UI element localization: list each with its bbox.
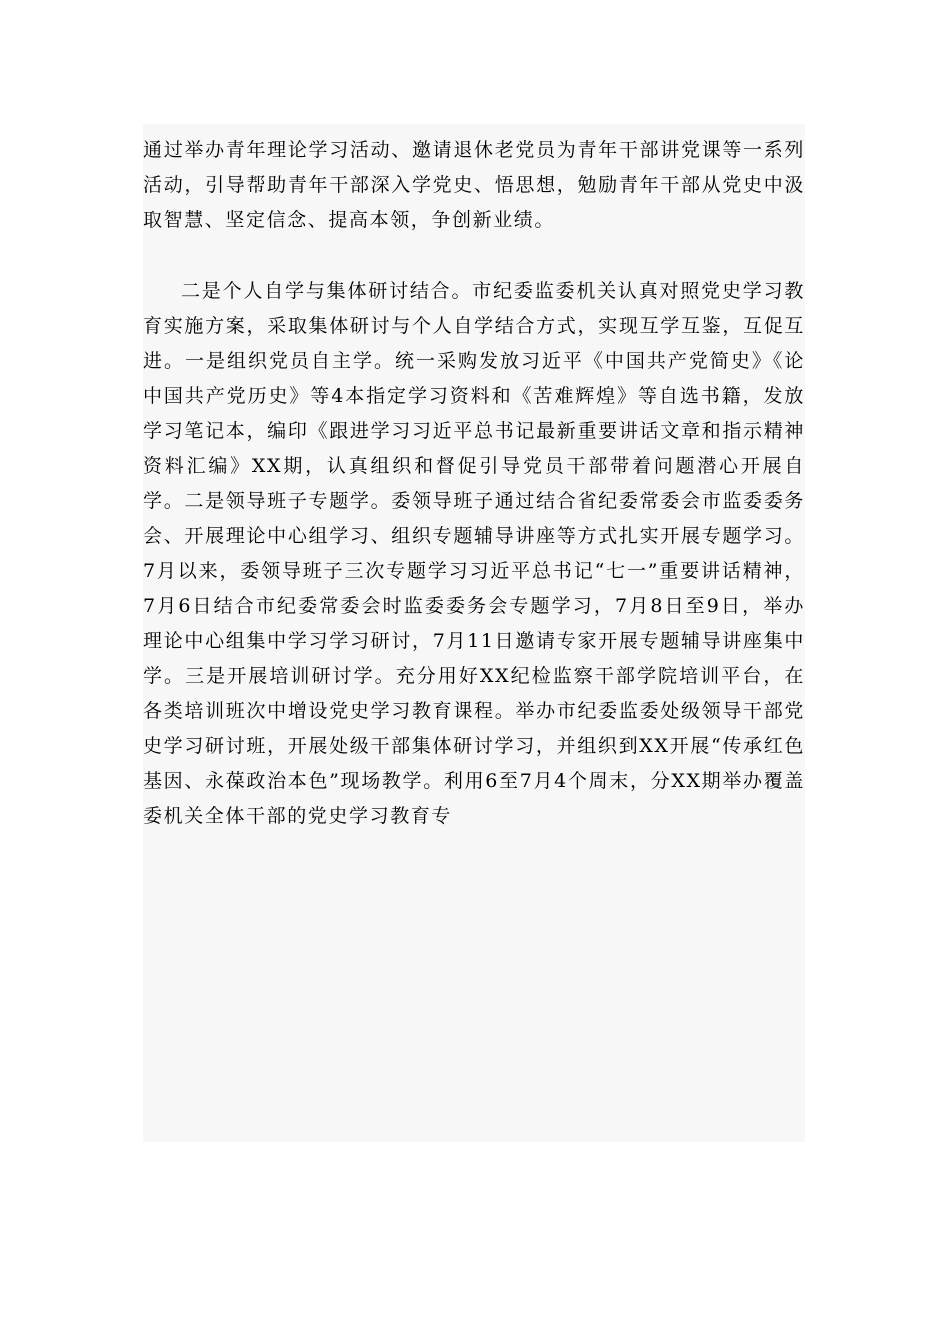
paragraph-2: 二是个人自学与集体研讨结合。市纪委监委机关认真对照党史学习教育实施方案，采取集体研讨与个人自学结合方式，实现互学互鉴，互促互进。一是组织党员自主学。统一采购发放习近平《中国共产党简史》《论中国共产党历史》等4本指定学习资料和《苦难辉煌》等自选书籍，发放学习笔记本，编印《跟进学习习近平总书记最新重要讲话文章和指示精神资料汇编》XX期，认真组织和督促引导党员干部带着问题潜心开展自学。二是领导班子专题学。委领导班子通过结合省纪委常委会市监委委务会、开展理论中心组学习、组织专题辅导讲座等方式扎实开展专题学习。7月以来，委领导班子三次专题学习习近平总书记“七一”重要讲话精神，7月6日结合市纪委常委会时监委委务会专题学习，7月8日至9日，举办理论中心组集中学习学习研讨，7月11日邀请专家开展专题辅导讲座集中学。三是开展培训研讨学。充分用好XX纪检监察干部学院培训平台，在各类培训班次中增设党史学习教育课程。举办市纪委监委处级领导干部党史学习研讨班，开展处级干部集体研讨学习，并组织到XX开展“传承红色基因、永葆政治本色”现场教学。利用6至7月4个周末，分XX期举办覆盖委机关全体干部的党史学习教育专: [143, 280, 805, 827]
document-body: [143, 124, 805, 1142]
paragraph-1: 通过举办青年理论学习活动、邀请退休老党员为青年干部讲党课等一系列活动，引导帮助青年干部深入学党史、悟思想，勉励青年干部从党史中汲取智慧、坚定信念、提高本领，争创新业绩。: [143, 139, 805, 231]
